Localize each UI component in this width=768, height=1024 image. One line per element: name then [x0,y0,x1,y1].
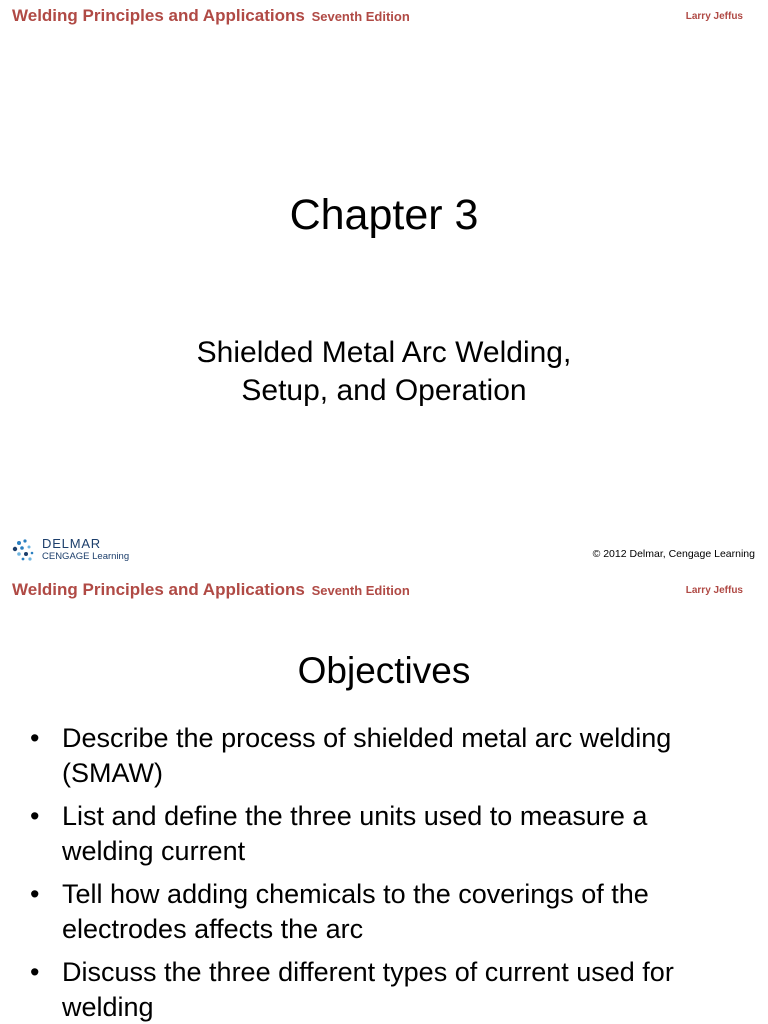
objectives-title: Objectives [297,650,471,691]
author-name: Larry Jeffus [685,585,743,596]
bullet-icon: • [30,957,40,987]
logo-line-1: DELMAR [42,536,101,551]
list-item-text: Discuss the three different types of current used for welding [62,957,674,1022]
list-item [30,799,740,869]
book-title [12,6,410,26]
copyright: © 2012 Delmar, Cengage Learning [592,548,755,560]
logo-line-2: CENGAGE Learning [42,551,130,562]
book-title [12,580,410,600]
book-title-text: Welding Principles and Applications [12,580,305,599]
list-item-text: Describe the process of shielded metal arc welding (SMAW) [62,723,672,788]
book-title-text: Welding Principles and Applications [12,6,305,25]
bullet-icon: • [30,723,40,753]
list-item-text: Tell how adding chemicals to the coverings of the electrodes affects the arc [62,879,649,944]
list-item [30,721,740,791]
edition-label: Seventh Edition [311,9,410,24]
chapter-title: Chapter 3 [289,191,479,239]
subtitle-line-1: Shielded Metal Arc Welding, [196,336,572,369]
chapter-subtitle [0,334,768,410]
author-name: Larry Jeffus [685,11,743,22]
objectives-list [30,721,740,1024]
bullet-icon: • [30,801,40,831]
list-item [30,955,740,1024]
delmar-cengage-logo [10,536,150,566]
bullet-icon: • [30,879,40,909]
objectives-slide [0,574,768,1024]
subtitle-line-2: Setup, and Operation [241,374,527,407]
list-item-text: List and define the three units used to measure a welding current [62,801,648,866]
delmar-logo-icon [10,538,38,564]
edition-label: Seventh Edition [311,583,410,598]
list-item [30,877,740,947]
